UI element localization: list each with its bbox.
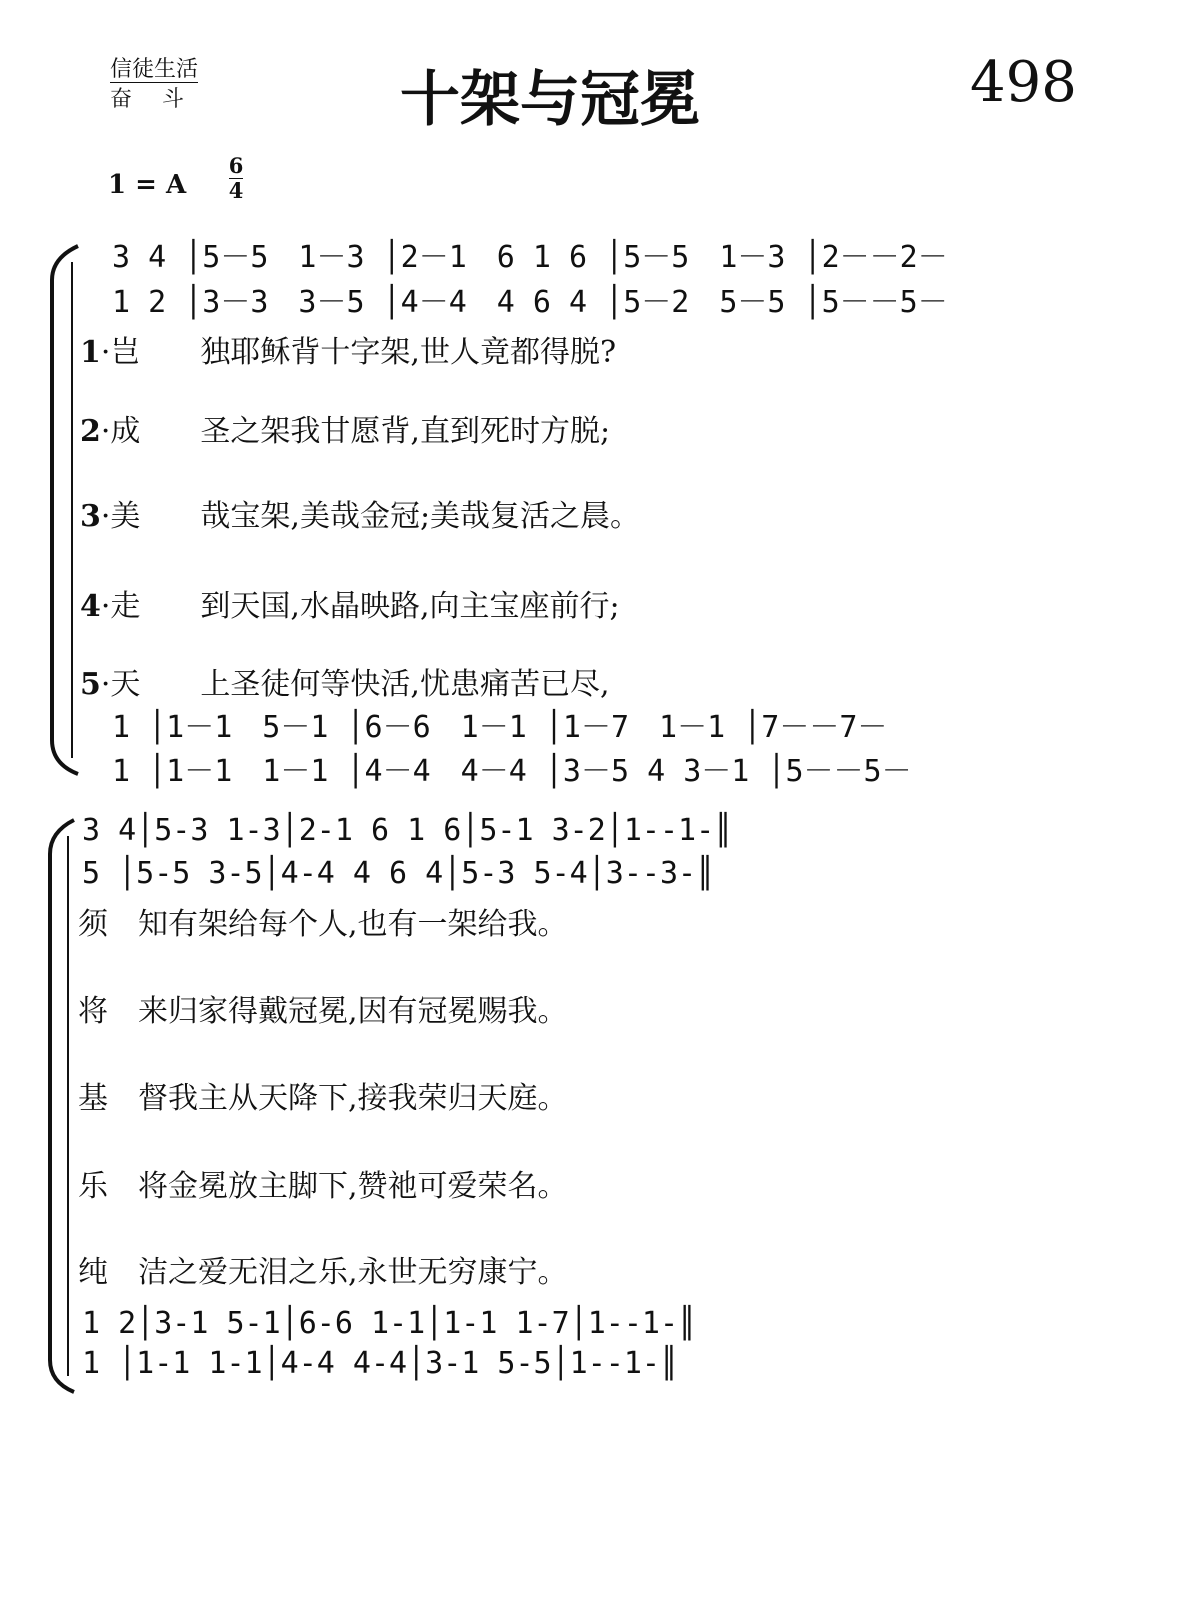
- system1-bracket: [52, 246, 78, 774]
- verse-number: 4: [80, 589, 101, 624]
- verse-number: 1: [80, 335, 101, 370]
- system2-verse-5: 纯 洁之爱无泪之乐,永世无穷康宁。: [78, 1255, 568, 1290]
- verse-text: ·岂 独耶稣背十字架,世人竟都得脱?: [100, 335, 617, 370]
- subcategory-label: 奋 斗: [110, 87, 189, 112]
- verse-text: ·走 到天国,水晶映路,向主宝座前行;: [100, 589, 620, 624]
- system2-lower-notes-2: 1 │1-1 1-1│4-4 4-4│3-1 5-5│1--1-║: [82, 1346, 679, 1381]
- verse-number: 2: [80, 414, 101, 449]
- system1-upper-notes-1: 3 4 │5－5 1－3 │2－1 6 1 6 │5－5 1－3 │2－－2－: [112, 240, 948, 275]
- verse-text: ·天 上圣徒何等快活,忧患痛苦已尽,: [100, 667, 610, 702]
- system2-lower-notes-1: 1 2│3-1 5-1│6-6 1-1│1-1 1-7│1--1-║: [82, 1306, 697, 1341]
- system2-verse-1: 须 知有架给每个人,也有一架给我。: [78, 907, 568, 942]
- verse-number: 5: [80, 667, 101, 702]
- system1-upper-notes-2: 1 2 │3－3 3－5 │4－4 4 6 4 │5－2 5－5 │5－－5－: [112, 285, 948, 320]
- system1-lower-notes-2: 1 │1－1 1－1 │4－4 4－4 │3－5 4 3－1 │5－－5－: [112, 754, 912, 789]
- system2-upper-notes-1: 3 4│5-3 1-3│2-1 6 1 6│5-1 3-2│1--1-║: [82, 813, 733, 848]
- verse-text: ·成 圣之架我甘愿背,直到死时方脱;: [100, 414, 611, 449]
- time-denominator: 4: [228, 178, 244, 203]
- hymn-title: 十架与冠冕: [400, 65, 700, 135]
- verse-text: ·美 哉宝架,美哉金冠;美哉复活之晨。: [100, 499, 641, 534]
- system2-bracket: [50, 820, 74, 1392]
- system2-verse-4: 乐 将金冕放主脚下,赞祂可爱荣名。: [78, 1169, 568, 1204]
- time-numerator: 6: [228, 153, 244, 178]
- category-label: 信徒生活: [110, 57, 199, 82]
- system2-verse-3: 基 督我主从天降下,接我荣归天庭。: [78, 1081, 568, 1116]
- hymn-number: 498: [970, 50, 1077, 115]
- system1-lower-notes-1: 1 │1－1 5－1 │6－6 1－1 │1－7 1－1 │7－－7－: [112, 710, 888, 745]
- key-signature: 1 = A: [108, 170, 187, 200]
- system2-upper-notes-2: 5 │5-5 3-5│4-4 4 6 4│5-3 5-4│3--3-║: [82, 856, 715, 891]
- system2-verse-2: 将 来归家得戴冠冕,因有冠冕赐我。: [78, 994, 568, 1029]
- verse-number: 3: [80, 499, 101, 534]
